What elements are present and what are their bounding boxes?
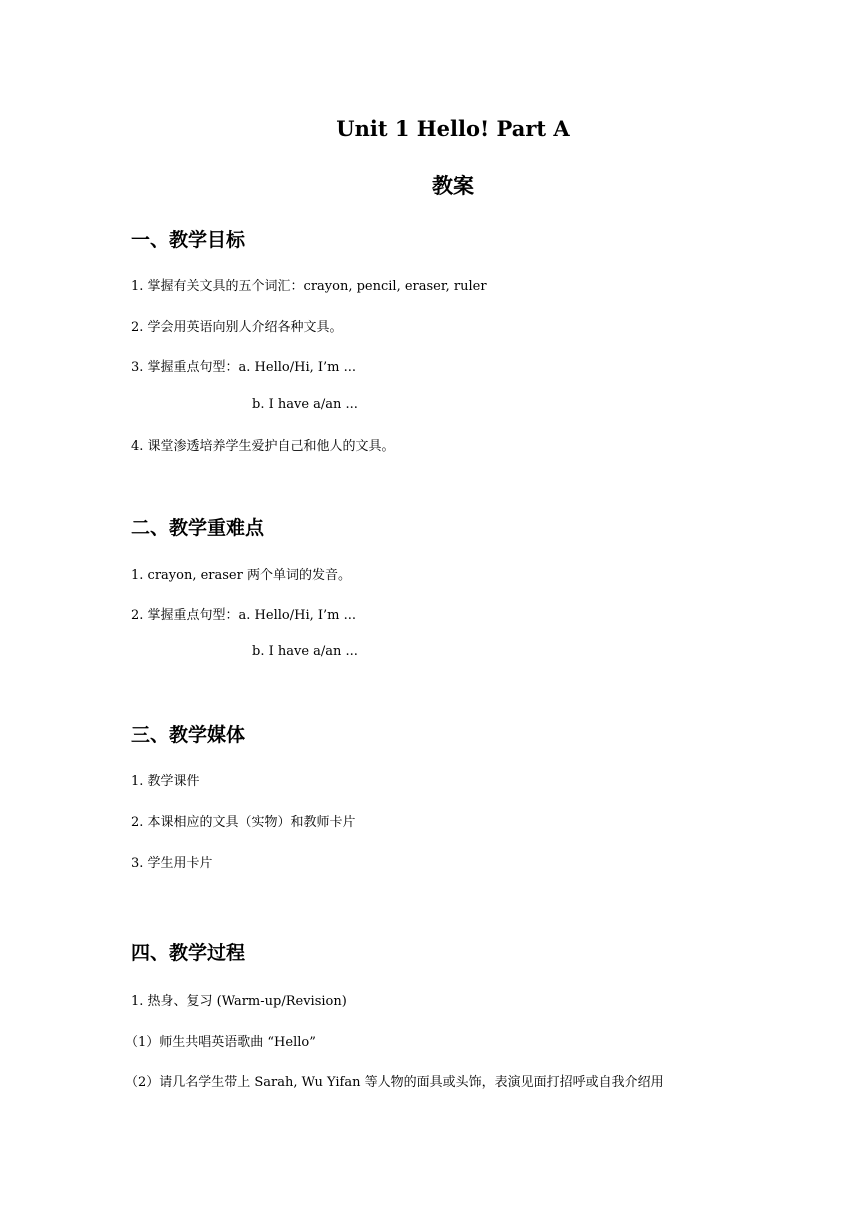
document-title: Unit 1 Hello! Part A — [336, 116, 570, 141]
section-line: 1. 教学课件 — [131, 774, 200, 789]
section-line: 3. 学生用卡片 — [131, 856, 213, 871]
section-line: 3. 掌握重点句型：a. Hello/Hi, I’m ... — [131, 360, 356, 375]
section-line: （1）师生共唱英语歌曲 “Hello” — [125, 1035, 316, 1050]
section-line: 2. 学会用英语向别人介绍各种文具。 — [131, 320, 343, 335]
section-heading: 四、教学过程 — [131, 942, 246, 964]
document-subtitle: 教案 — [432, 173, 474, 198]
section-line: 1. crayon, eraser 两个单词的发音。 — [131, 568, 351, 583]
section-line: 4. 课堂渗透培养学生爱护自己和他人的文具。 — [131, 439, 395, 454]
section-heading: 一、教学目标 — [131, 229, 246, 251]
section-line: 1. 热身、复习 (Warm-up/Revision) — [131, 994, 347, 1009]
section-line: 2. 掌握重点句型：a. Hello/Hi, I’m ... — [131, 608, 356, 623]
section-line: b. I have a/an ... — [252, 644, 358, 659]
section-heading: 三、教学媒体 — [131, 724, 246, 746]
section-line: b. I have a/an ... — [252, 397, 358, 412]
section-line: 1. 掌握有关文具的五个词汇：crayon, pencil, eraser, ruler — [131, 279, 487, 294]
section-line: （2）请几名学生带上 Sarah, Wu Yifan 等人物的面具或头饰，表演见面打招呼或自我介绍用 — [125, 1075, 664, 1090]
section-line: 2. 本课相应的文具（实物）和教师卡片 — [131, 815, 356, 830]
section-heading: 二、教学重难点 — [131, 517, 265, 539]
